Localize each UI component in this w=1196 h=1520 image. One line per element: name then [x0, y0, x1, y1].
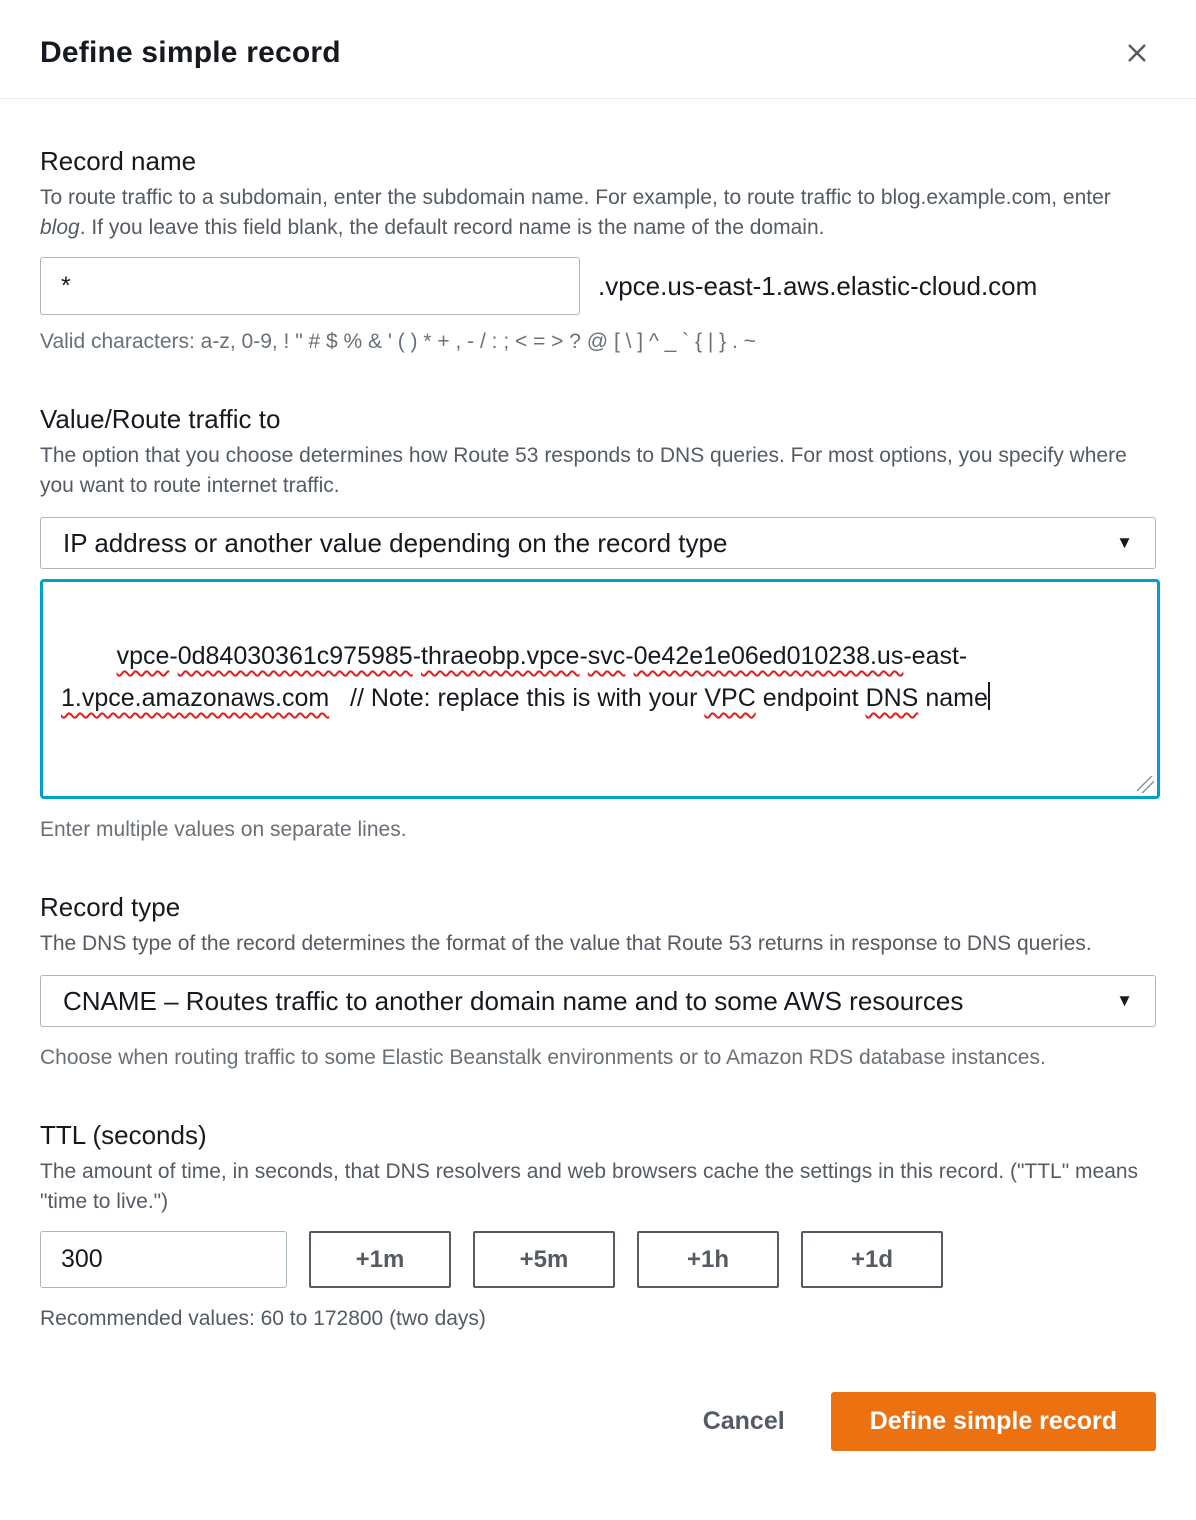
- value-textarea[interactable]: [40, 579, 1160, 799]
- record-name-description: [40, 183, 1148, 243]
- value-segment: VPC: [704, 684, 756, 712]
- value-segment: // Note: replace this is with your: [329, 684, 705, 712]
- value-segment: -east-: [903, 642, 968, 670]
- record-type-description: The DNS type of the record determines the format of the value that Route 53 returns in response to DNS queries.: [40, 932, 1092, 955]
- value-segment: 1.vpce.amazonaws.com: [61, 684, 330, 712]
- modal-content: [0, 145, 1196, 1481]
- record-name-description-text: To route traffic to a subdomain, enter the subdomain name. For example, to route traffic to blog.example.com, enter: [40, 186, 1111, 209]
- record-type-selected-option: CNAME – Routes traffic to another domain name and to some AWS resources: [63, 985, 964, 1016]
- ttl-recommended-helper: Recommended values: 60 to 172800 (two days): [40, 1307, 486, 1330]
- ttl-add-1d-button[interactable]: +1d: [801, 1231, 943, 1288]
- modal-footer: [40, 1392, 1156, 1451]
- value-segment: -: [579, 642, 588, 670]
- record-name-heading: Record name: [40, 146, 197, 176]
- ttl-add-5m-button[interactable]: +5m: [473, 1231, 615, 1288]
- value-segment: vpce: [116, 642, 170, 670]
- value-segment: -: [169, 642, 178, 670]
- record-name-description-text-2: . If you leave this field blank, the default record name is the name of the domain.: [79, 216, 825, 239]
- value-segment: -: [412, 642, 422, 670]
- textarea-resize-handle[interactable]: [1137, 776, 1154, 793]
- value-route-heading: Value/Route traffic to: [40, 404, 281, 434]
- record-name-row: [40, 257, 1156, 315]
- ttl-add-1m-button[interactable]: +1m: [309, 1231, 451, 1288]
- ttl-input[interactable]: [40, 1231, 287, 1288]
- valid-characters-helper: Valid characters: a-z, 0-9, ! " # $ % & ' ( ) * + , - / : ; < = > ? @ [ \ ] ^ _ ` { | } . ~: [40, 330, 756, 353]
- value-segment: name: [918, 684, 988, 712]
- text-cursor: [988, 682, 990, 710]
- define-simple-record-button[interactable]: Define simple record: [831, 1392, 1156, 1451]
- value-segment: thraeobp.vpce: [421, 642, 580, 670]
- caret-down-icon: ▼: [1116, 991, 1133, 1010]
- value-segment: 0e42e1e06ed010238.us: [633, 642, 904, 670]
- ttl-add-1h-button[interactable]: +1h: [637, 1231, 779, 1288]
- value-route-selected-option: IP address or another value depending on the record type: [63, 527, 728, 558]
- ttl-heading: TTL (seconds): [40, 1120, 207, 1150]
- close-icon: [1122, 38, 1152, 68]
- record-type-select[interactable]: [40, 975, 1156, 1027]
- cancel-button[interactable]: Cancel: [702, 1407, 785, 1435]
- value-route-section: [40, 403, 1156, 845]
- modal-title: Define simple record: [40, 36, 341, 69]
- modal-header: [0, 0, 1196, 99]
- ttl-row: [40, 1231, 1156, 1288]
- record-type-section: [40, 891, 1156, 1073]
- multiple-values-helper: Enter multiple values on separate lines.: [40, 818, 407, 841]
- caret-down-icon: ▼: [1116, 533, 1133, 552]
- record-type-heading: Record type: [40, 892, 181, 922]
- ttl-section: [40, 1119, 1156, 1334]
- value-segment: endpoint: [755, 684, 866, 712]
- value-route-select[interactable]: [40, 517, 1156, 569]
- record-name-description-italic: blog: [40, 216, 80, 239]
- record-type-helper: Choose when routing traffic to some Elastic Beanstalk environments or to Amazon RDS database instances.: [40, 1046, 1046, 1069]
- close-button[interactable]: [1118, 34, 1156, 72]
- value-segment: DNS: [865, 684, 919, 712]
- record-name-input[interactable]: [40, 257, 580, 315]
- value-route-description: The option that you choose determines how Route 53 responds to DNS queries. For most options, you specify where you want to route internet traffic.: [40, 444, 1127, 497]
- ttl-description: The amount of time, in seconds, that DNS resolvers and web browsers cache the settings in this record. ("TTL" means "time to live."): [40, 1160, 1139, 1213]
- value-segment: 0d84030361c975985: [177, 642, 413, 670]
- domain-suffix: .vpce.us-east-1.aws.elastic-cloud.com: [598, 270, 1038, 301]
- value-segment: svc: [587, 642, 626, 670]
- value-segment: -: [625, 642, 634, 670]
- record-name-section: [40, 145, 1156, 357]
